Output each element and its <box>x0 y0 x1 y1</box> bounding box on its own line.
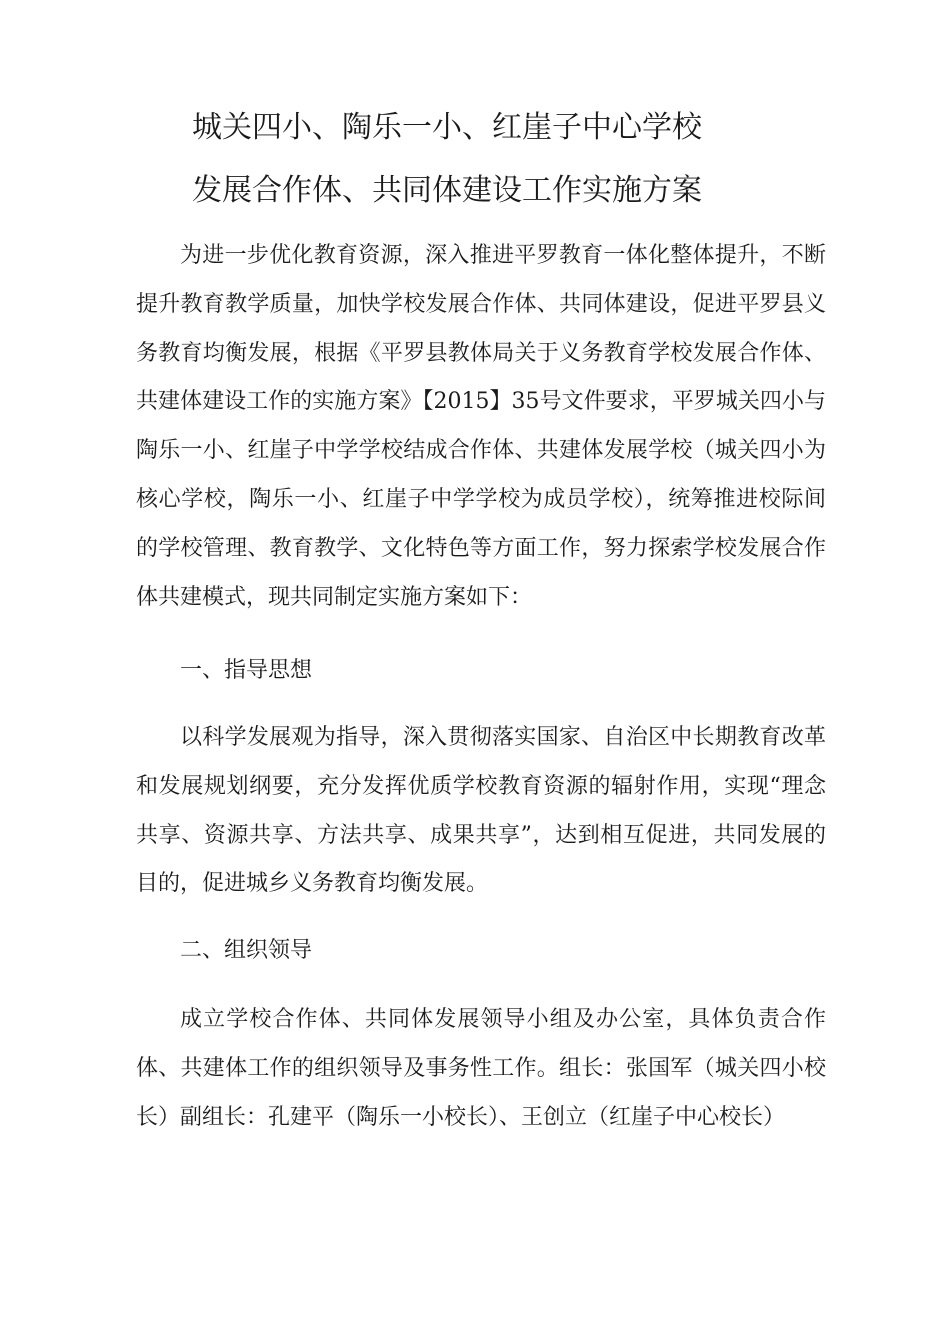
document-title-line-2: 发展合作体、共同体建设工作实施方案 <box>192 173 702 208</box>
section-body-organization-leadership: 成立学校合作体、共同体发展领导小组及办公室，具体负责合作体、共建体工作的组织领导及事务性工作。组长：张国军（城关四小校长）副组长：孔建平（陶乐一小校长）、王创立（红崖子中心校长） <box>136 1007 826 1130</box>
section-body-guiding-ideology: 以科学发展观为指导，深入贯彻落实国家、自治区中长期教育改革和发展规划纲要，充分发挥优质学校教育资源的辐射作用，实现“理念共享、资源共享、方法共享、成果共享”，达到相互促进，共同发展的目的，促进城乡义务教育均衡发展。 <box>136 725 826 897</box>
section-heading-guiding-ideology: 一、指导思想 <box>180 658 313 683</box>
intro-paragraph: 为进一步优化教育资源，深入推进平罗教育一体化整体提升，不断提升教育教学质量，加快学校发展合作体、共同体建设，促进平罗县义务教育均衡发展，根据《平罗县教体局关于义务教育学校发展合作体、共建体建设工作的实施方案》【2015】35号文件要求，平罗城关四小与陶乐一小、红崖子中学学校结成合作体、共建体发展学校（城关四小为核心学校，陶乐一小、红崖子中学学校为成员学校），统筹推进校际间的学校管理、教育教学、文化特色等方面工作，努力探索学校发展合作体共建模式，现共同制定实施方案如下： <box>136 243 826 610</box>
section-heading-organization-leadership: 二、组织领导 <box>180 938 313 963</box>
document-title-line-1: 城关四小、陶乐一小、红崖子中心学校 <box>192 110 702 145</box>
